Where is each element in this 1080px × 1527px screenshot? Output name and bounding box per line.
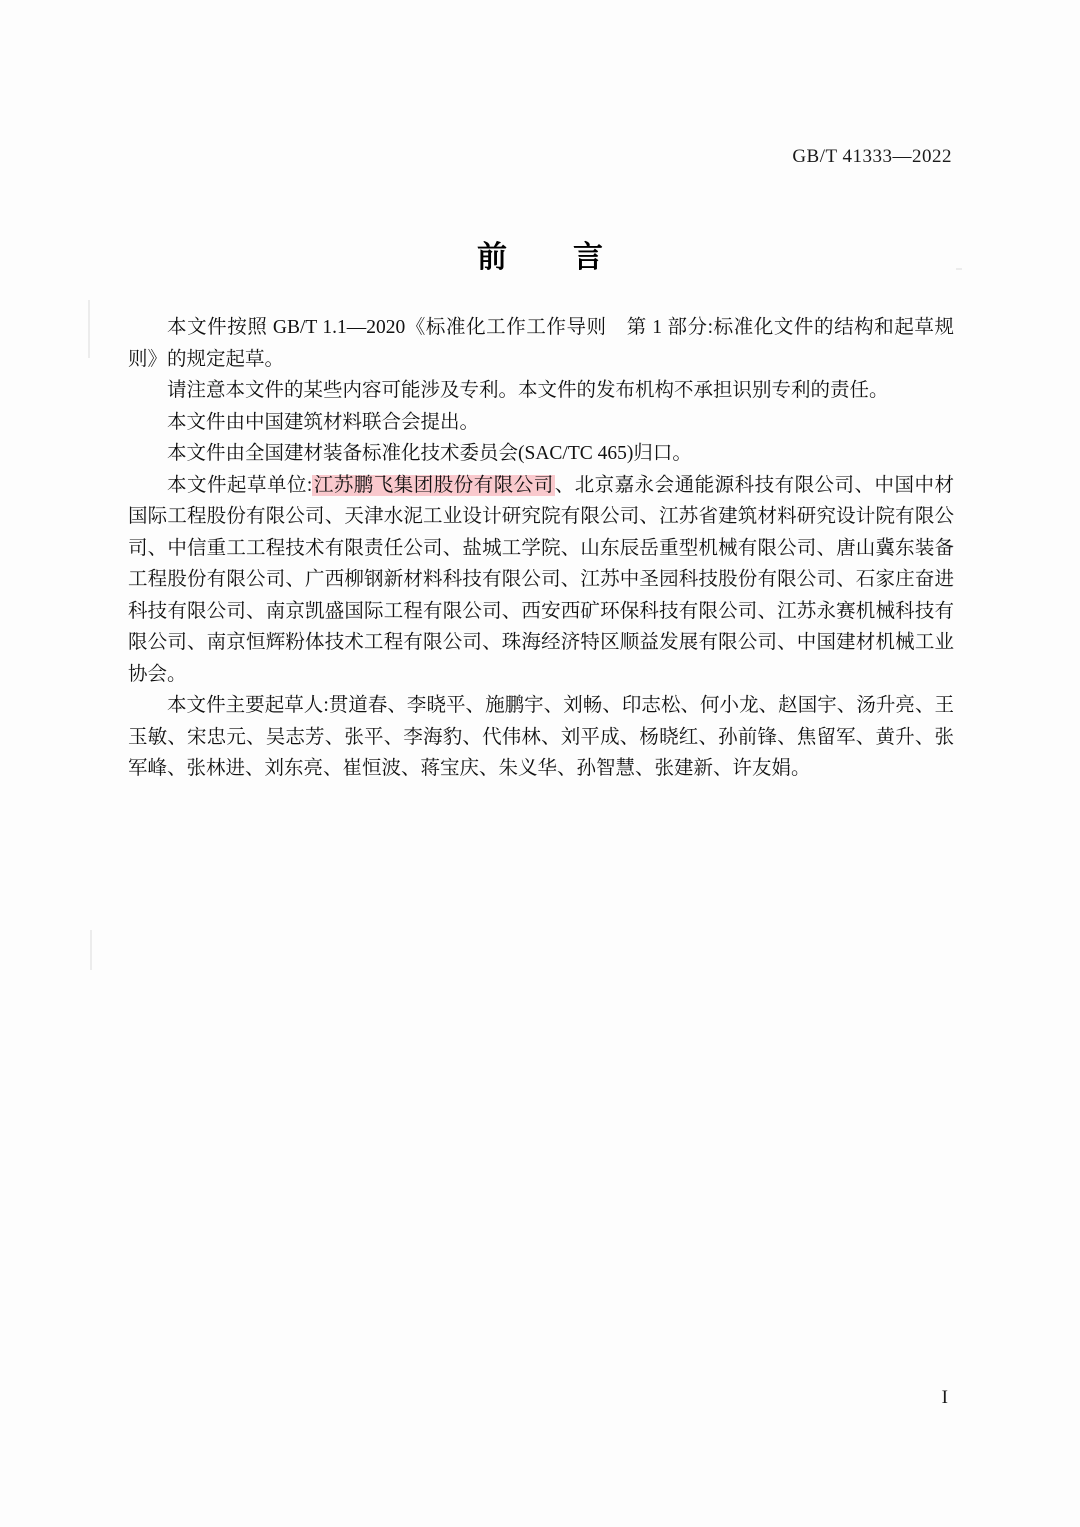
paragraph-scope-basis: 本文件按照 GB/T 1.1—2020《标准化工作工作导则 第 1 部分:标准化文件的结构和起草规则》的规定起草。 — [128, 317, 954, 370]
page-title: 前 言 — [477, 241, 621, 274]
header-standard-number: GB/T 41333—2022 — [792, 146, 952, 167]
paragraph-drafting-units — [128, 470, 954, 691]
page-number: I — [941, 1387, 948, 1408]
scan-artifact-left-upper — [88, 300, 90, 358]
drafting-units-lead-in: 本文件起草单位: — [167, 474, 313, 496]
paragraph-drafters: 本文件主要起草人:贯道春、李晓平、施鹏宇、刘畅、印志松、何小龙、赵国宇、汤升亮、王玉敏、宋忠元、吴志芳、张平、李海豹、代伟林、刘平成、杨晓红、孙前锋、焦留军、黄升、张军峰、张林进、刘东亮、崔恒波、蒋宝庆、朱义华、孙智慧、张建新、许友娟。 — [128, 695, 954, 779]
paragraph-proposed-by: 本文件由中国建筑材料联合会提出。 — [167, 411, 480, 433]
paragraph-administered-by: 本文件由全国建材装备标准化技术委员会(SAC/TC 465)归口。 — [167, 443, 692, 464]
paragraph-patent-notice: 请注意本文件的某些内容可能涉及专利。本文件的发布机构不承担识别专利的责任。 — [167, 380, 889, 401]
document-body — [128, 312, 954, 785]
scan-artifact-left-lower — [90, 930, 92, 970]
highlighted-drafting-unit: 江苏鹏飞集团股份有限公司 — [313, 474, 554, 496]
drafting-units-rest: 、北京嘉永会通能源科技有限公司、中国中材国际工程股份有限公司、天津水泥工业设计研究院有限公司、江苏省建筑材料研究设计院有限公司、中信重工工程技术有限责任公司、盐城工学院、山东辰岳重型机械有限公司、唐山冀东装备工程股份有限公司、广西柳钢新材料科技有限公司、江苏中圣园科技股份有限公司、石家庄奋进科技有限公司、南京凯盛国际工程有限公司、西安西矿环保科技有限公司、江苏永赛机械科技有限公司、南京恒辉粉体技术工程有限公司、珠海经济特区顺益发展有限公司、中国建材机械工业协会。 — [128, 474, 954, 685]
